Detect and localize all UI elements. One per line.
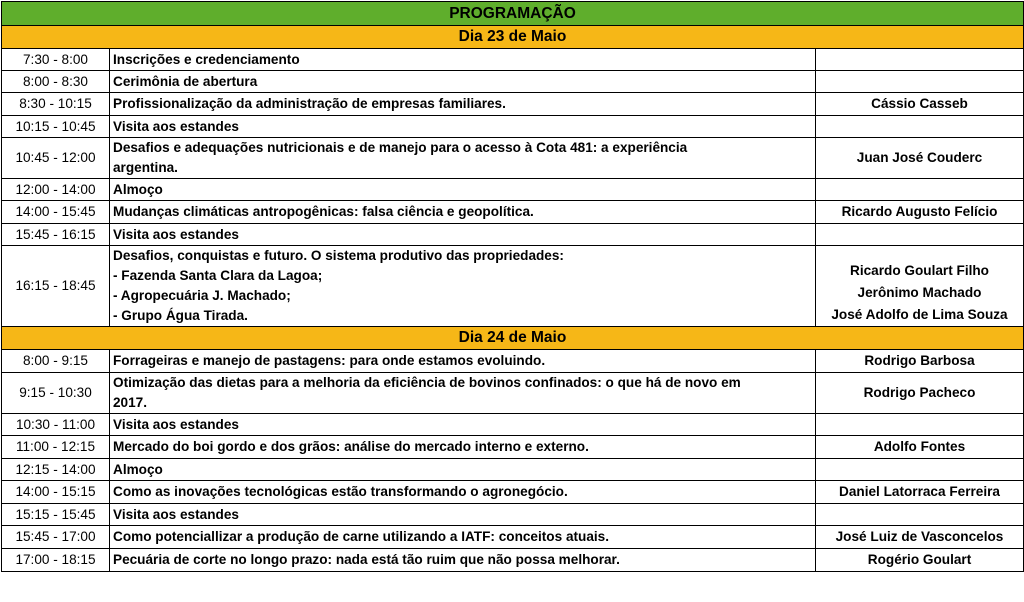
session-time: 16:15 - 18:45 [2,246,110,327]
speaker-name: Cássio Casseb [871,96,968,111]
session-time: 8:00 - 8:30 [2,71,110,93]
session-row [2,49,1024,71]
session-time: 10:15 - 10:45 [2,116,110,138]
session-speaker [816,436,1024,459]
session-speaker [816,116,1024,138]
session-speaker [816,549,1024,572]
session-description-line: Almoço [113,181,163,197]
session-description-line: Mercado do boi gordo e dos grãos: análise do mercado interno e externo. [113,439,589,454]
speaker-name: Rogério Goulart [867,552,972,567]
session-description-line: Visita aos estandes [113,118,239,134]
day-header-row [2,26,1024,49]
session-row [2,224,1024,246]
session-row [2,504,1024,526]
session-row [2,373,1024,414]
session-time: 17:00 - 18:15 [2,549,110,572]
session-description-line: Visita aos estandes [113,416,239,432]
session-description-line: Desafios e adequações nutricionais e de manejo para o acesso à Cota 481: a experiência [113,140,688,155]
session-description [110,504,816,526]
session-description-line: Como as inovações tecnológicas estão transformando o agronegócio. [113,484,568,499]
session-description-line: 2017. [113,395,148,410]
session-description-line: Desafios, conquistas e futuro. O sistema produtivo das propriedades: [113,248,564,263]
session-row [2,481,1024,504]
session-time: 11:00 - 12:15 [2,436,110,459]
session-row [2,436,1024,459]
session-description [110,179,816,201]
session-time: 8:30 - 10:15 [2,93,110,116]
session-time: 15:15 - 15:45 [2,504,110,526]
session-description [110,138,816,179]
speaker-name: José Luiz de Vasconcelos [835,529,1004,544]
session-description [110,224,816,246]
session-description [110,459,816,481]
speaker-name: José Adolfo de Lima Souza [831,307,1008,322]
session-speaker [816,373,1024,414]
session-time: 15:45 - 17:00 [2,526,110,549]
session-row [2,246,1024,327]
session-description-line: Inscrições e credenciamento [113,51,300,67]
session-description-line: Otimização das dietas para a melhoria da eficiência de bovinos confinados: o que há de novo em [113,375,741,390]
session-speaker [816,224,1024,246]
session-row [2,459,1024,481]
session-time: 14:00 - 15:15 [2,481,110,504]
day-label: Dia 24 de Maio [2,327,1024,350]
session-time: 14:00 - 15:45 [2,201,110,224]
program-title: PROGRAMAÇÃO [2,2,1024,26]
session-description-line: - Agropecuária J. Machado; [113,288,291,303]
session-description-line: Como potenciallizar a produção de carne utilizando a IATF: conceitos atuais. [113,529,610,544]
session-time: 10:45 - 12:00 [2,138,110,179]
session-speaker [816,350,1024,373]
session-description [110,116,816,138]
session-row [2,414,1024,436]
session-description-line: Almoço [113,461,163,477]
session-row [2,179,1024,201]
speaker-name: Ricardo Augusto Felício [841,204,998,219]
session-speaker [816,179,1024,201]
session-time: 7:30 - 8:00 [2,49,110,71]
session-speaker [816,93,1024,116]
schedule-table [1,1,1024,572]
day-label: Dia 23 de Maio [2,26,1024,49]
session-description [110,246,816,327]
session-description [110,71,816,93]
session-row [2,549,1024,572]
session-row [2,138,1024,179]
session-speaker [816,414,1024,436]
session-description-line: Visita aos estandes [113,226,239,242]
session-time: 15:45 - 16:15 [2,224,110,246]
session-speaker [816,138,1024,179]
session-speaker [816,71,1024,93]
session-speaker [816,481,1024,504]
session-description-line: Mudanças climáticas antropogênicas: falsa ciência e geopolítica. [113,204,534,219]
session-description [110,350,816,373]
session-row [2,116,1024,138]
session-description [110,414,816,436]
schedule-body [2,2,1024,572]
session-description [110,373,816,414]
session-speaker [816,526,1024,549]
session-row [2,526,1024,549]
session-time: 9:15 - 10:30 [2,373,110,414]
speaker-name: Rodrigo Barbosa [864,353,975,368]
session-description-line: Pecuária de corte no longo prazo: nada está tão ruim que não possa melhorar. [113,552,620,567]
session-time: 8:00 - 9:15 [2,350,110,373]
speaker-name: Adolfo Fontes [873,439,966,454]
session-row [2,93,1024,116]
session-speaker [816,246,1024,327]
speaker-name: Juan José Couderc [856,150,983,165]
session-description-line: argentina. [113,160,178,175]
session-description [110,49,816,71]
session-speaker [816,504,1024,526]
session-description [110,93,816,116]
session-row [2,201,1024,224]
session-description-line: Forrageiras e manejo de pastagens: para onde estamos evoluindo. [113,353,546,368]
session-speaker [816,201,1024,224]
session-row [2,71,1024,93]
title-row [2,2,1024,26]
session-description-line: - Fazenda Santa Clara da Lagoa; [113,268,323,283]
session-description [110,481,816,504]
speaker-name: Jerônimo Machado [857,285,982,300]
speaker-name: Rodrigo Pacheco [863,385,976,400]
session-row [2,350,1024,373]
session-description-line: Visita aos estandes [113,506,239,522]
session-description [110,201,816,224]
session-speaker [816,49,1024,71]
session-description [110,436,816,459]
speaker-name: Ricardo Goulart Filho [850,263,989,278]
session-description-line: - Grupo Água Tirada. [113,308,248,323]
day-header-row [2,327,1024,350]
session-time: 10:30 - 11:00 [2,414,110,436]
session-description [110,549,816,572]
session-description-line: Profissionalização da administração de empresas familiares. [113,96,506,111]
session-time: 12:00 - 14:00 [2,179,110,201]
session-time: 12:15 - 14:00 [2,459,110,481]
session-description-line: Cerimônia de abertura [113,73,258,89]
session-description [110,526,816,549]
session-speaker [816,459,1024,481]
speaker-name: Daniel Latorraca Ferreira [839,484,1000,499]
